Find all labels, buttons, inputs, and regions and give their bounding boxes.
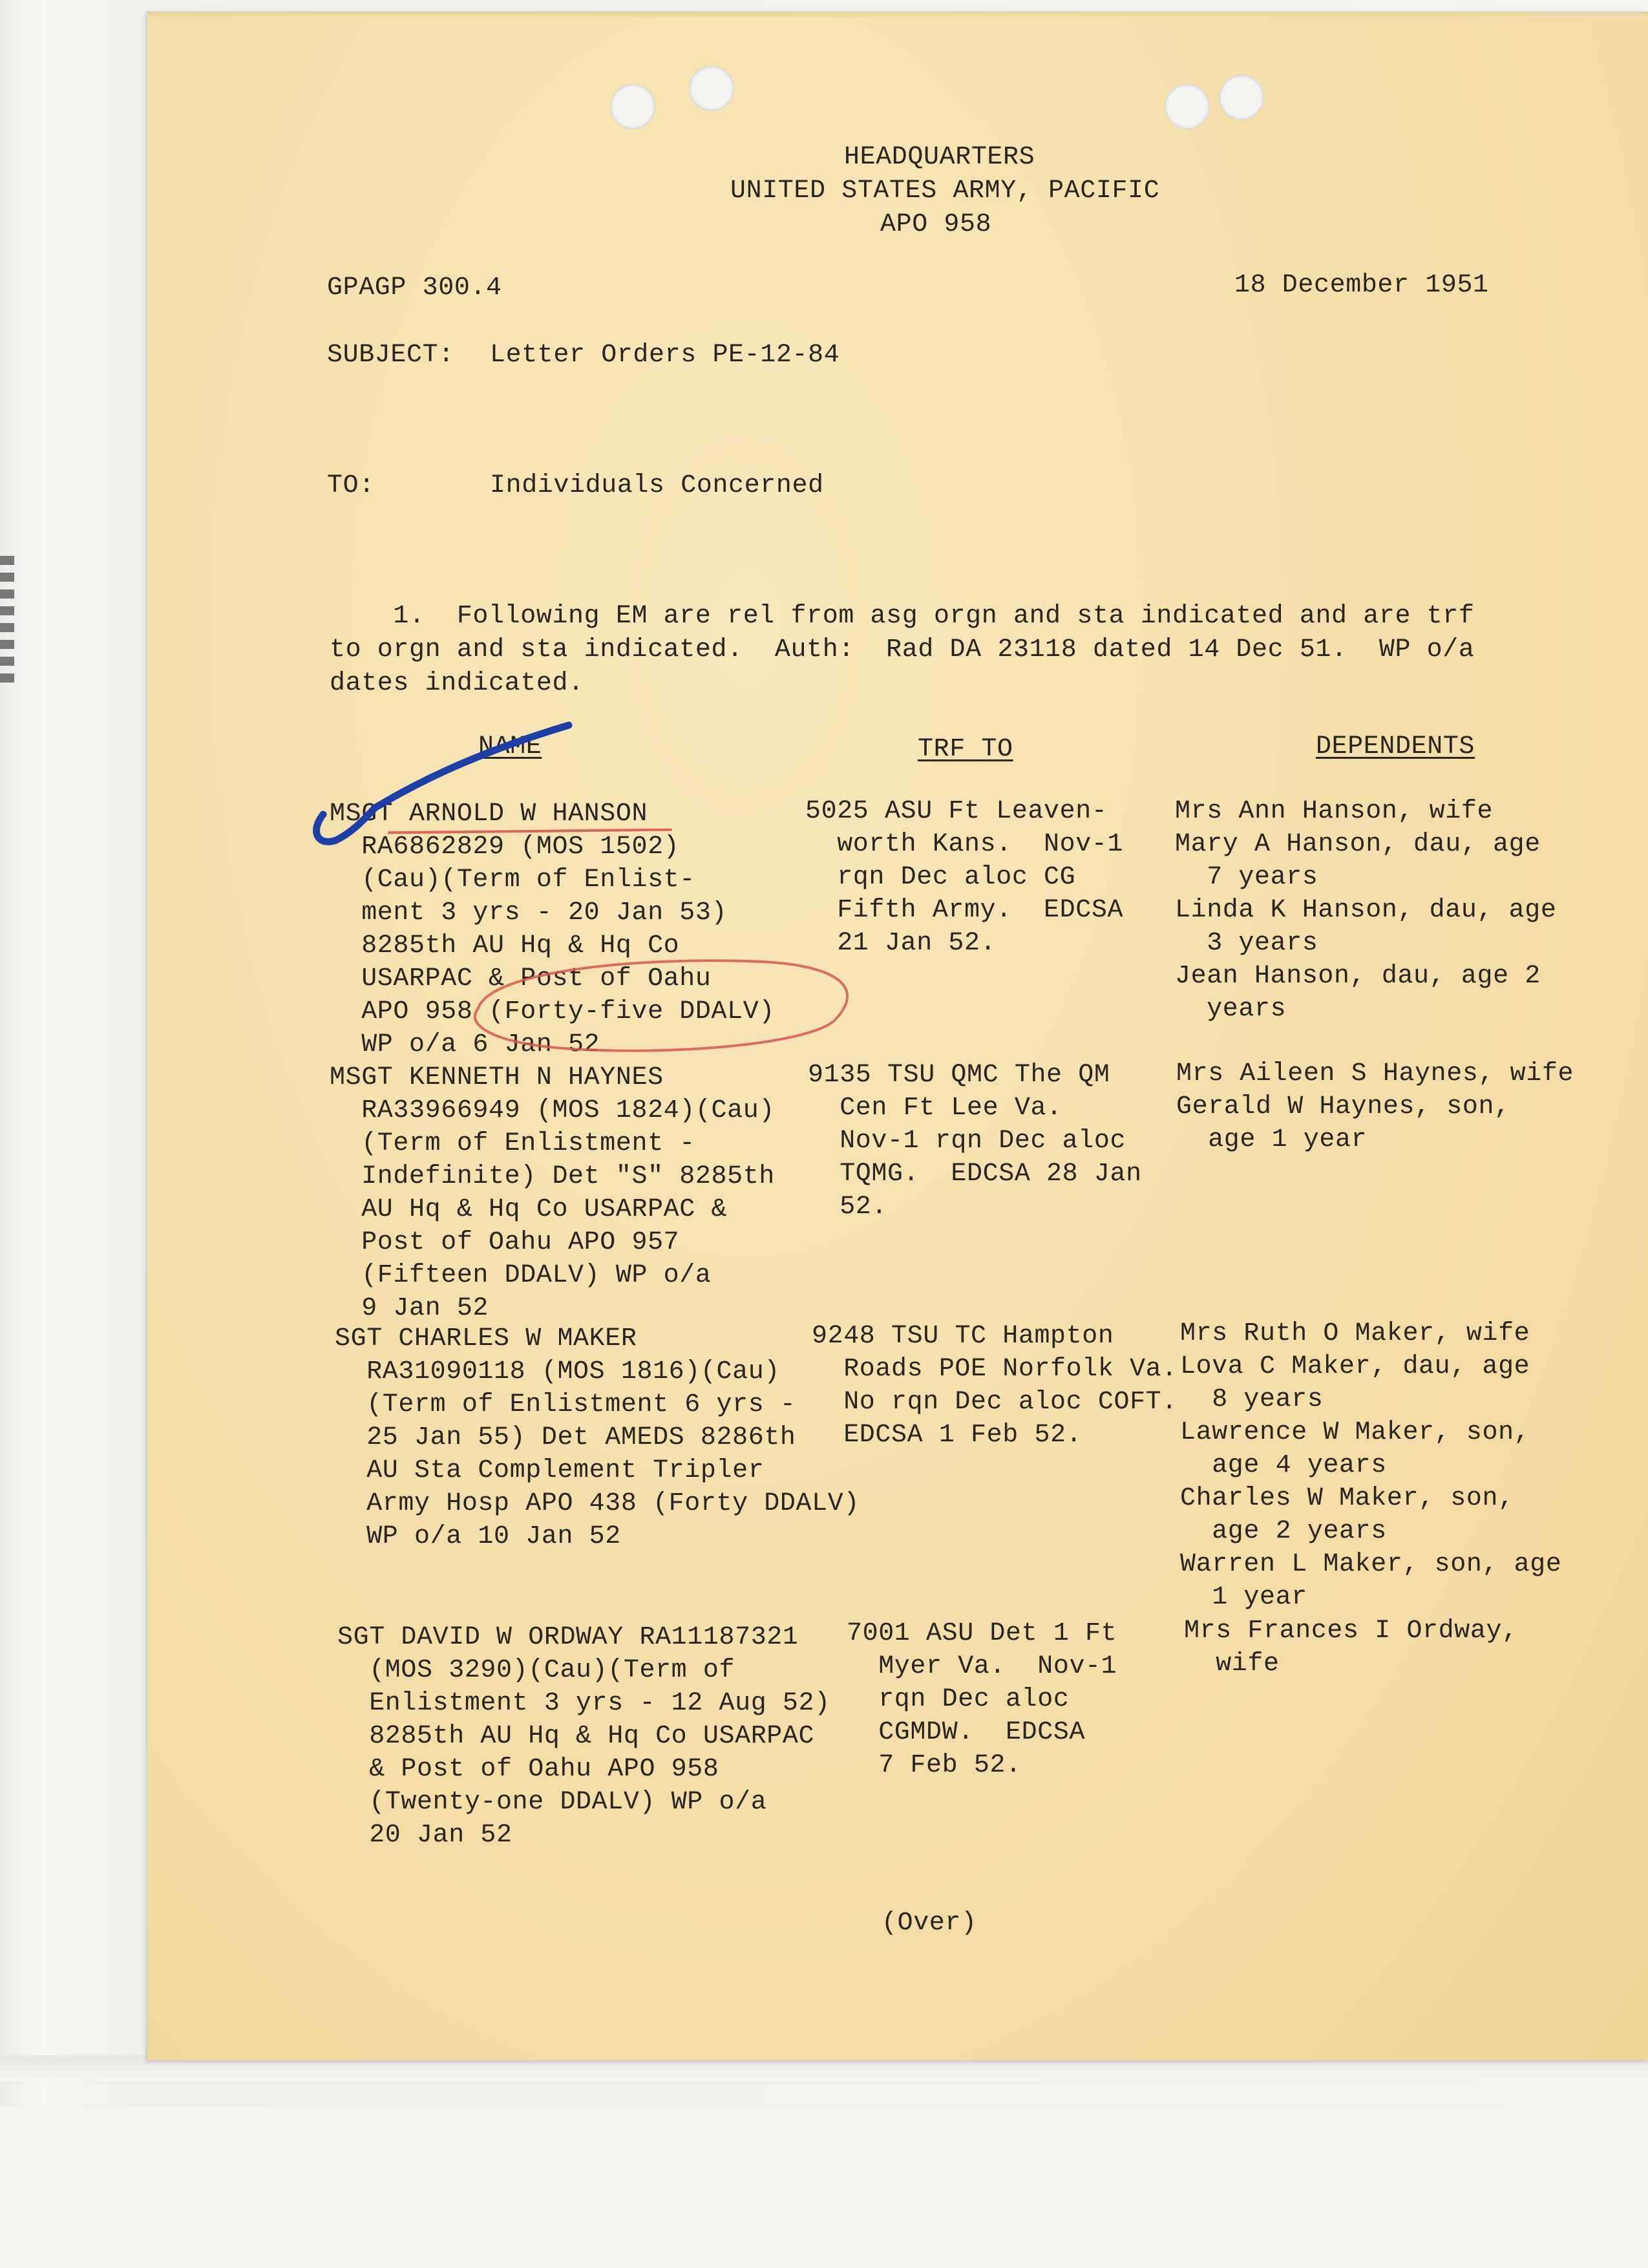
letterhead-line-2: UNITED STATES ARMY, PACIFIC	[730, 176, 1160, 206]
entry-name-line: 25 Jan 55) Det AMEDS 8286th	[335, 1423, 796, 1452]
entry-name-line: (Fifteen DDALV) WP o/a	[330, 1261, 712, 1290]
entry-trf-line: 9135 TSU QMC The QM	[808, 1061, 1110, 1090]
entry-trf-line: Fifth Army. EDCSA	[805, 896, 1124, 925]
entry-name-line: (Cau)(Term of Enlist-	[330, 865, 695, 895]
subject-value: Letter Orders PE-12-84	[490, 341, 840, 370]
entry-name-line: MSGT ARNOLD W HANSON	[330, 800, 648, 829]
entry-dependent-line: Mrs Frances I Ordway,	[1184, 1616, 1518, 1646]
entry-trf-line: Cen Ft Lee Va.	[808, 1094, 1062, 1123]
entry-trf-line: rqn Dec aloc	[847, 1685, 1070, 1714]
entry-dependent-line: Mrs Ruth O Maker, wife	[1180, 1319, 1530, 1348]
column-header-trf-to: TRF TO	[918, 735, 1013, 764]
entry-name-line: RA6862829 (MOS 1502)	[330, 832, 680, 862]
entry-name-line: SGT DAVID W ORDWAY RA11187321	[337, 1623, 799, 1652]
entry-trf-line: No rqn Dec aloc COFT.	[812, 1388, 1178, 1417]
entry-name-line: (MOS 3290)(Cau)(Term of	[337, 1656, 735, 1685]
subject-label: SUBJECT:	[327, 341, 454, 370]
entry-name-line: MSGT KENNETH N HAYNES	[330, 1063, 664, 1092]
entry-trf-line: 7001 ASU Det 1 Ft	[847, 1619, 1117, 1648]
entry-dependent-line: Lawrence W Maker, son,	[1180, 1418, 1530, 1447]
entry-name-line: 8285th AU Hq & Hq Co	[330, 931, 680, 960]
binder-margin-mark	[0, 556, 14, 685]
punch-hole	[689, 66, 734, 111]
entry-name-line: APO 958 (Forty-five DDALV)	[330, 997, 775, 1026]
entry-name-line: USARPAC & Post of Oahu	[330, 964, 712, 993]
entry-dependent-line: Mrs Aileen S Haynes, wife	[1176, 1059, 1574, 1088]
entry-dependent-line: 1 year	[1180, 1583, 1307, 1612]
entry-dependent-line: Lova C Maker, dau, age	[1180, 1352, 1530, 1381]
paragraph-line-1: 1. Following EM are rel from asg orgn and sta indicated and are trf	[330, 602, 1475, 631]
entry-name-line: Post of Oahu APO 957	[330, 1228, 680, 1257]
entry-name-line: & Post of Oahu APO 958	[337, 1755, 719, 1784]
entry-name-line: (Term of Enlistment 6 yrs -	[335, 1390, 796, 1419]
to-label: TO:	[327, 471, 375, 500]
entry-name-line: Army Hosp APO 438 (Forty DDALV)	[335, 1489, 860, 1518]
entry-name-line: 9 Jan 52	[330, 1294, 489, 1323]
entry-name-line: SGT CHARLES W MAKER	[335, 1324, 637, 1353]
entry-dependent-line: 8 years	[1180, 1385, 1324, 1414]
entry-dependent-line: Mrs Ann Hanson, wife	[1175, 797, 1494, 826]
entry-name-line: AU Sta Complement Tripler	[335, 1456, 765, 1485]
entry-dependent-line: 3 years	[1175, 929, 1318, 958]
entry-name-line: ment 3 yrs - 20 Jan 53)	[330, 898, 728, 927]
entry-trf-line: 52.	[808, 1192, 888, 1222]
entry-dependent-line: age 1 year	[1176, 1125, 1368, 1154]
entry-name-line: 20 Jan 52	[337, 1821, 512, 1850]
entry-trf-line: worth Kans. Nov-1	[805, 830, 1124, 859]
punch-hole	[610, 84, 655, 129]
document-date: 18 December 1951	[1234, 271, 1489, 300]
entry-name-line: RA31090118 (MOS 1816)(Cau)	[335, 1357, 780, 1386]
paragraph-line-2: to orgn and sta indicated. Auth: Rad DA 23118 dated 14 Dec 51. WP o/a	[330, 635, 1475, 664]
over-marker: (Over)	[882, 1909, 977, 1938]
entry-dependent-line: years	[1175, 995, 1287, 1024]
entry-trf-line: TQMG. EDCSA 28 Jan	[808, 1160, 1142, 1189]
entry-name-line: (Twenty-one DDALV) WP o/a	[337, 1788, 767, 1817]
entry-name-line: AU Hq & Hq Co USARPAC &	[330, 1195, 728, 1224]
entry-dependent-line: wife	[1184, 1649, 1280, 1679]
entry-dependent-line: Jean Hanson, dau, age 2	[1175, 962, 1541, 991]
letterhead-line-1: HEADQUARTERS	[844, 143, 1035, 172]
entry-dependent-line: Mary A Hanson, dau, age	[1175, 830, 1541, 859]
blue-check-mark	[297, 717, 582, 860]
punch-hole	[1165, 84, 1210, 129]
entry-trf-line: 7 Feb 52.	[847, 1751, 1022, 1780]
entry-trf-line: Roads POE Norfolk Va.	[812, 1355, 1178, 1384]
entry-name-line: WP o/a 10 Jan 52	[335, 1522, 621, 1551]
entry-name-line: 8285th AU Hq & Hq Co USARPAC	[337, 1722, 815, 1751]
entry-dependent-line: 7 years	[1175, 863, 1318, 892]
entry-name-line: Indefinite) Det "S" 8285th	[330, 1162, 775, 1191]
entry-dependent-line: age 2 years	[1180, 1517, 1387, 1546]
entry-trf-line: Myer Va. Nov-1	[847, 1652, 1117, 1681]
red-pencil-oval	[452, 950, 866, 1060]
entry-dependent-line: Linda K Hanson, dau, age	[1175, 896, 1557, 925]
entry-trf-line: 9248 TSU TC Hampton	[812, 1322, 1114, 1351]
entry-trf-line: Nov-1 rqn Dec aloc	[808, 1127, 1126, 1156]
entry-dependent-line: Charles W Maker, son,	[1180, 1484, 1514, 1513]
paper-top-edge	[147, 12, 1648, 18]
to-value: Individuals Concerned	[490, 471, 824, 500]
entry-name-line: RA33966949 (MOS 1824)(Cau)	[330, 1096, 775, 1125]
file-reference: GPAGP 300.4	[327, 273, 502, 302]
paragraph-line-3: dates indicated.	[330, 669, 584, 698]
letterhead-line-3: APO 958	[880, 210, 992, 239]
entry-dependent-line: Gerald W Haynes, son,	[1176, 1092, 1510, 1121]
entry-name-line: WP o/a 6 Jan 52	[330, 1030, 600, 1059]
entry-trf-line: CGMDW. EDCSA	[847, 1718, 1086, 1747]
entry-name-line: (Term of Enlistment -	[330, 1129, 695, 1158]
entry-trf-line: EDCSA 1 Feb 52.	[812, 1421, 1083, 1450]
column-header-name: NAME	[478, 732, 542, 761]
column-header-dependents: DEPENDENTS	[1316, 732, 1475, 761]
entry-name-line: Enlistment 3 yrs - 12 Aug 52)	[337, 1689, 830, 1718]
entry-trf-line: 21 Jan 52.	[805, 929, 997, 958]
entry-trf-line: 5025 ASU Ft Leaven-	[805, 797, 1108, 826]
punch-hole	[1219, 75, 1264, 120]
entry-dependent-line: age 4 years	[1180, 1451, 1387, 1480]
entry-trf-line: rqn Dec aloc CG	[805, 863, 1076, 892]
entry-dependent-line: Warren L Maker, son, age	[1180, 1550, 1562, 1579]
